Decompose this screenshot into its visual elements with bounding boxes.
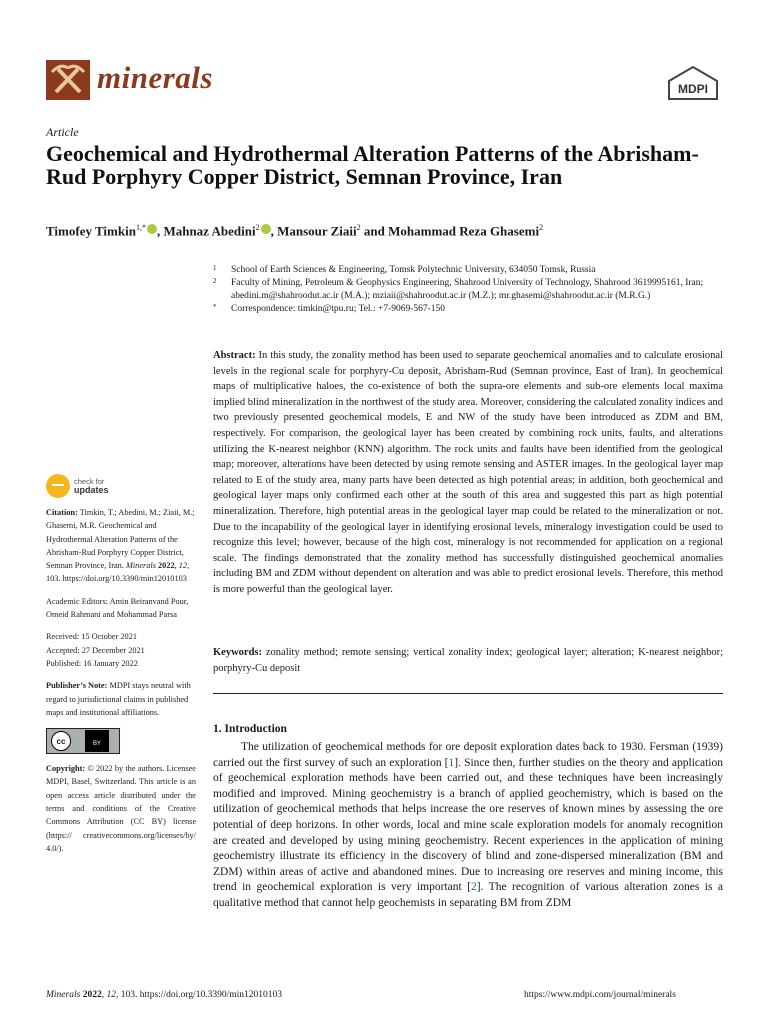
orcid-icon[interactable] <box>261 224 271 234</box>
affiliation-item <box>213 264 723 277</box>
publisher-note-label: Publisher’s Note: <box>46 681 108 691</box>
intro-text-1: The utilization of geochemical methods for ore deposit exploration dates back to 1930. Fersman (1939) carried out the first survey of such an exploration [ <box>213 741 723 769</box>
keywords-label: Keywords: <box>213 647 262 658</box>
author-name[interactable]: Mahnaz Abedini <box>163 223 256 239</box>
footer-volume: 12 <box>106 990 116 1000</box>
intro-text-3: ]. The recognition of various alteration zones is a qualitative method that cannot help geochemists in separating BM from ZDM <box>213 881 723 909</box>
affiliation-text: School of Earth Sciences & Engineering, Tomsk Polytechnic University, 634050 Tomsk, Russia <box>231 265 596 275</box>
footer-journal-url[interactable]: https://www.mdpi.com/journal/minerals <box>524 990 676 1000</box>
abstract-label: Abstract: <box>213 350 256 361</box>
check-updates-line1: check for <box>74 477 105 486</box>
received-date: Received: 15 October 2021 <box>46 632 138 642</box>
check-updates-line2: updates <box>74 485 109 495</box>
citation-link-1[interactable]: 1 <box>448 756 455 769</box>
author-affiliation-mark: 2 <box>539 223 544 232</box>
citation-journal: Minerals <box>125 561 156 571</box>
affiliation-item <box>213 277 723 303</box>
affiliation-mark: 1 <box>213 264 217 272</box>
article-type: Article <box>46 125 79 139</box>
author-name[interactable]: Timofey Timkin <box>46 223 136 239</box>
citation-text: Timkin, T.; Abedini, M.; Ziaii, M.; Ghasemi, M.R. Geochemical and Hydrothermal Alteration Patterns of the Abrisham-Rud Porphyry Copper District, Semnan Province, Iran. <box>46 508 195 571</box>
footer-citation: Minerals 2022, 12, 103. https://doi.org/10.3390/min12010103 <box>46 990 283 1000</box>
affiliation-item <box>213 303 723 316</box>
published-date: Published: 16 January 2022 <box>46 658 138 668</box>
author-separator: , <box>270 223 278 239</box>
copyright-label: Copyright: <box>46 764 86 774</box>
author-name[interactable]: Mohammad Reza Ghasemi <box>388 223 540 239</box>
accepted-date: Accepted: 27 December 2021 <box>46 645 145 655</box>
intro-text-2: ]. Since then, further studies on the theory and application of geochemical exploration methods have been carried out, and these techniques have been increasingly modified and improved. Mining geochemistry is a branch of applied geochemistry, which is based on the utilization of geochemical methods that helps increase the ore reserves of known mines by assessing the ore potential of deep horizons. In other words, local and mine scale exploration models for anomaly recognition are created and developed by using mining geochemistry. Recent experiences in the application of mining geochemistry illustrate its efficiency in the discovery of blind and zone-dispersed mineralization (BM and ZDM) within areas of active and abandoned mines. Due to increasing ore reserves and mining income, this trend in geochemical exploration is very important [ <box>213 756 723 894</box>
citation-link-2[interactable]: 2 <box>470 881 477 894</box>
keywords <box>213 645 723 676</box>
abstract <box>213 348 723 598</box>
publisher-note-text: MDPI stays neutral with regard to jurisdictional claims in published maps and institutional affiliations. <box>46 681 191 717</box>
journal-name: minerals <box>97 60 213 95</box>
affiliation-text: Correspondence: timkin@tpu.ru; Tel.: +7-9069-567-150 <box>231 304 446 314</box>
citation-block: Citation: Timkin, T.; Abedini, M.; Ziaii, M.; Ghasemi, M.R. Geochemical and Hydrothermal Alteration Patterns of the Abrisham-Rud Porphyry Copper District, Semnan Province, Iran. Minerals 2022, 12, 103. https://doi.org/10.3390/min12010103 <box>46 508 195 584</box>
author-list <box>46 223 726 239</box>
footer-journal: Minerals <box>46 990 81 1000</box>
cc-icon: cc <box>51 731 71 751</box>
affiliations <box>213 264 723 316</box>
copyright-text: © 2022 by the authors. Licensee MDPI, Basel, Switzerland. This article is an open access article distributed under the terms and conditions of the Creative Commons Attribution (CC BY) license (https:// creativecommons.org/licenses/by/ 4.0/). <box>46 764 196 853</box>
author-affiliation-mark: 1,* <box>135 223 146 232</box>
citation-label: Citation: <box>46 508 78 517</box>
author-affiliation-mark: 2 <box>255 223 260 232</box>
author-separator: , <box>156 223 164 239</box>
mdpi-logo-text: MDPI <box>678 82 708 96</box>
footer-doi[interactable]: , 103. https://doi.org/10.3390/min12010103 <box>115 990 283 1000</box>
section-divider <box>213 693 723 694</box>
article-title: Geochemical and Hydrothermal Alteration Patterns of the Abrisham-Rud Porphyry Copper District, Semnan Province, Iran <box>46 141 699 189</box>
footer-year: 2022 <box>82 990 102 1000</box>
dates-block <box>46 630 196 670</box>
mdpi-logo-icon <box>667 66 719 100</box>
author-affiliation-mark: 2 <box>356 223 361 232</box>
check-updates-icon <box>46 474 70 498</box>
author-name[interactable]: Mansour Ziaii <box>277 223 357 239</box>
intro-heading: 1. Introduction <box>213 723 287 735</box>
affiliation-text: Faculty of Mining, Petroleum & Geophysics Engineering, Shahrood University of Technology, Shahrood 3619995161, Iran; abedini.m@shahroodut.ac.ir (M.A.); mziaii@shahroodut.ac.ir (M.Z.); mr.ghasemi@shahroodut.ac.ir (M.R.G.) <box>231 278 704 301</box>
abstract-text: In this study, the zonality method has been used to separate geochemical anomalies and to calculate erosional levels in the regional scale for porphyry-Cu deposit, Abrisham-Rud (Semnan province, East of Iran). In geochemical maps of multiplicative haloes, the co-existence of both the supra-ore elements and sub-ore elements local maxima implied blind mineralization in the northwest of the study area. Moreover, considering the calculated zonality indices and two previously presented geochemical models, E and NW of the study have been introduced as ZDM and BM, respectively. For comparison, the geological layer has been created by combining rock units, faults, and alterations utilizing the K-nearest neighbor (KNN) algorithm. The rock units and faults have been identified from the geological map; moreover, alterations have been detected by using remote sensing and ASTER images. In the geological layer map related to E of the study area, many parts have been detected as high potential areas; in addition, both geochemical and geological layer maps only confirmed each other at the south of this area and suggested this part as high potential mineralization. Therefore, high potential areas in the geological layer map could be related to the mineralization or not. Due to the incapability of the geological layer in identifying erosional levels, mineralogy investigation could be used to recognize this level; however, because of the high cost, mineralogy is not recommended for application on a regional scale. The findings demonstrated that the zonality method has successfully distinguished geochemical anomalies including BM and ZDM without dependent on alteration and was able to predict erosional levels. Therefore, this method is more powerful than the geological layer. <box>213 350 724 595</box>
by-icon: BY <box>85 730 109 752</box>
sidebar <box>46 474 196 855</box>
journal-logo-icon <box>46 60 90 100</box>
keywords-text: zonality method; remote sensing; vertical zonality index; geological layer; alteration; K-nearest neighbor; porphyry-Cu deposit <box>213 647 724 674</box>
author-separator: and <box>360 223 389 239</box>
citation-volume: 12 <box>178 561 188 571</box>
affiliation-mark: 2 <box>213 277 217 285</box>
citation-doi[interactable]: , 103. https://doi.org/10.3390/min12010103 <box>46 561 190 584</box>
citation-year: 2022 <box>158 561 175 571</box>
intro-body <box>213 740 723 912</box>
cc-by-license-icon[interactable] <box>46 728 120 754</box>
affiliation-mark: * <box>213 303 217 311</box>
academic-editors: Academic Editors: Amin Beiranvand Pour, Omeid Rahmani and Mohammad Parsa <box>46 596 189 620</box>
publisher-note <box>46 679 196 719</box>
orcid-icon[interactable] <box>147 224 157 234</box>
check-for-updates-button[interactable] <box>46 474 196 498</box>
copyright <box>46 762 196 855</box>
